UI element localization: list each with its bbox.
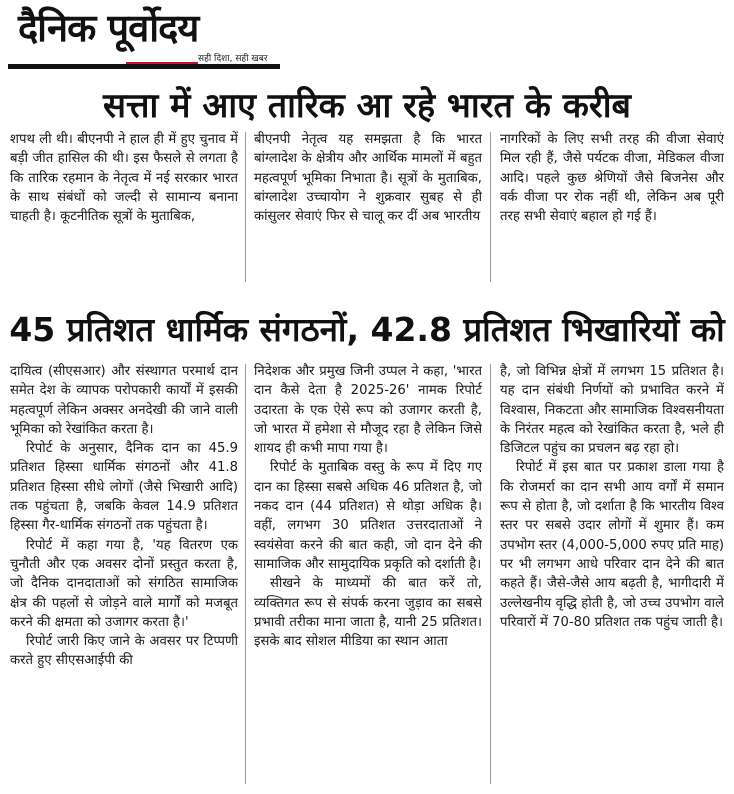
article2-paragraph: रिपोर्ट जारी किए जाने के अवसर पर टिप्पणी करते हुए सीएसआईपी की xyxy=(10,634,238,669)
newspaper-logo: दैनिक पूर्वोदय xyxy=(18,6,199,50)
newspaper-tagline: सही दिशा, सही खबर xyxy=(198,54,268,64)
article2-column-2 xyxy=(254,362,482,790)
article2-column-1 xyxy=(10,362,238,790)
article1-column-1-paragraph: शपथ ली थी। बीएनपी ने हाल ही में हुए चुनाव में बड़ी जीत हासिल की थी। इस फैसले से लगता है कि तारिक रहमान के नेतृत्व में नई सरकार भारत के साथ संबंधों को जल्दी से सामान्य बनाना चाहती है। कूटनीतिक सूत्रों के मुताबिक, xyxy=(10,132,238,225)
article2-paragraph: सीखने के माध्यमों की बात करें तो, व्यक्तिगत रूप से संपर्क करना जुड़ाव का सबसे प्रभावी तरीका माना जाता है, यानी 25 प्रतिशत। इसके बाद सोशल मीडिया का स्थान आता xyxy=(254,576,482,650)
column-divider xyxy=(245,132,246,282)
article1-column-2-paragraph: बीएनपी नेतृत्व यह समझता है कि भारत बांग्लादेश के क्षेत्रीय और आर्थिक मामलों में बहुत महत्वपूर्ण भूमिका निभाता है। सूत्रों के मुताबिक, बांग्लादेश उच्चायोग ने शुक्रवार सुबह से ही कांसुलर सेवाएं फिर से चालू कर दीं अब भारतीय xyxy=(254,132,482,225)
article1-column-3 xyxy=(500,130,724,290)
logo-underline xyxy=(8,64,280,69)
article2-paragraph: निदेशक और प्रमुख जिनी उप्पल ने कहा, 'भारत दान कैसे देता है 2025-26' नामक रिपोर्ट उदारता के एक ऐसे रूप को उजागर करती है, जो भारत में हमेशा से मौजूद रहा है लेकिन जिसे शायद ही कभी मापा गया है। xyxy=(254,364,482,457)
article2-paragraph: दायित्व (सीएसआर) और संस्थागत परमार्थ दान समेत देश के व्यापक परोपकारी कार्यों में इसकी महत्वपूर्ण लेकिन अक्सर अनदेखी की जाने वाली भूमिका को रेखांकित करता है। xyxy=(10,364,238,437)
article1-column-2 xyxy=(254,130,482,290)
article1-headline: सत्ता में आए तारिक आ रहे भारत के करीब xyxy=(103,86,631,126)
article2-column-3 xyxy=(500,362,724,790)
column-divider xyxy=(245,364,246,784)
article2-paragraph: रिपोर्ट में इस बात पर प्रकाश डाला गया है कि रोजमर्रा का दान सभी आय वर्गों में समान रूप से होता है, जो दर्शाता है कि भारतीय विश्व स्तर पर सबसे उदार लोगों में शुमार हैं। कम उपभोग स्तर (4,000-5,000 रुपए प्रति माह) पर भी लगभग आधे परिवार दान देने की बात कहते हैं। जैसे-जैसे आय बढ़ती है, भागीदारी में उल्लेखनीय वृद्धि होती है, जो उच्च उपभोग वाले परिवारों में 70-80 प्रतिशत तक पहुंच जाती है। xyxy=(500,460,724,630)
article2-paragraph: रिपोर्ट में कहा गया है, 'यह वितरण एक चुनौती और एक अवसर दोनों प्रस्तुत करता है, जो दैनिक दानदाताओं को संगठित सामाजिक क्षेत्र की पहलों से जोड़ने वाले मार्गों को मजबूत करने की क्षमता को उजागर करता है।' xyxy=(10,537,238,630)
article1-column-1 xyxy=(10,130,238,290)
article2-headline: 45 प्रतिशत धार्मिक संगठनों, 42.8 प्रतिशत भिखारियों को xyxy=(9,310,725,349)
column-divider xyxy=(490,132,491,282)
article2-paragraph: रिपोर्ट के अनुसार, दैनिक दान का 45.9 प्रतिशत हिस्सा धार्मिक संगठनों और 41.8 प्रतिशत हिस्सा सीधे लोगों (जैसे भिखारी आदि) तक पहुंचता है, जबकि केवल 14.9 प्रतिशत हिस्सा गैर-धार्मिक संगठनों तक पहुंचता है। xyxy=(10,441,238,534)
article2-paragraph: है, जो विभिन्न क्षेत्रों में लगभग 15 प्रतिशत है। यह दान संबंधी निर्णयों को प्रभावित करने में विश्वास, निकटता और सामाजिक विश्वसनीयता के निरंतर महत्व को रेखांकित करता है, भले ही डिजिटल पहुंच का प्रचलन बढ़ रहा हो। xyxy=(500,364,724,457)
column-divider xyxy=(490,364,491,784)
article1-column-3-paragraph: नागरिकों के लिए सभी तरह की वीजा सेवाएं मिल रही हैं, जैसे पर्यटक वीजा, मेडिकल वीजा आदि। पहले कुछ श्रेणियों जैसे बिजनेस और वर्क वीजा पर रोक नहीं थी, लेकिन अब पूरी तरह सभी सेवाएं बहाल हो गई हैं। xyxy=(500,132,724,225)
masthead xyxy=(0,0,734,72)
article2-paragraph: रिपोर्ट के मुताबिक वस्तु के रूप में दिए गए दान का हिस्सा सबसे अधिक 46 प्रतिशत है, जो नकद दान (44 प्रतिशत) से थोड़ा अधिक है। वहीं, लगभग 30 प्रतिशत उत्तरदाताओं ने स्वयंसेवा करने की बात कही, जो दान देने की सामाजिक और सामुदायिक प्रकृति को दर्शाती है। xyxy=(254,460,482,572)
